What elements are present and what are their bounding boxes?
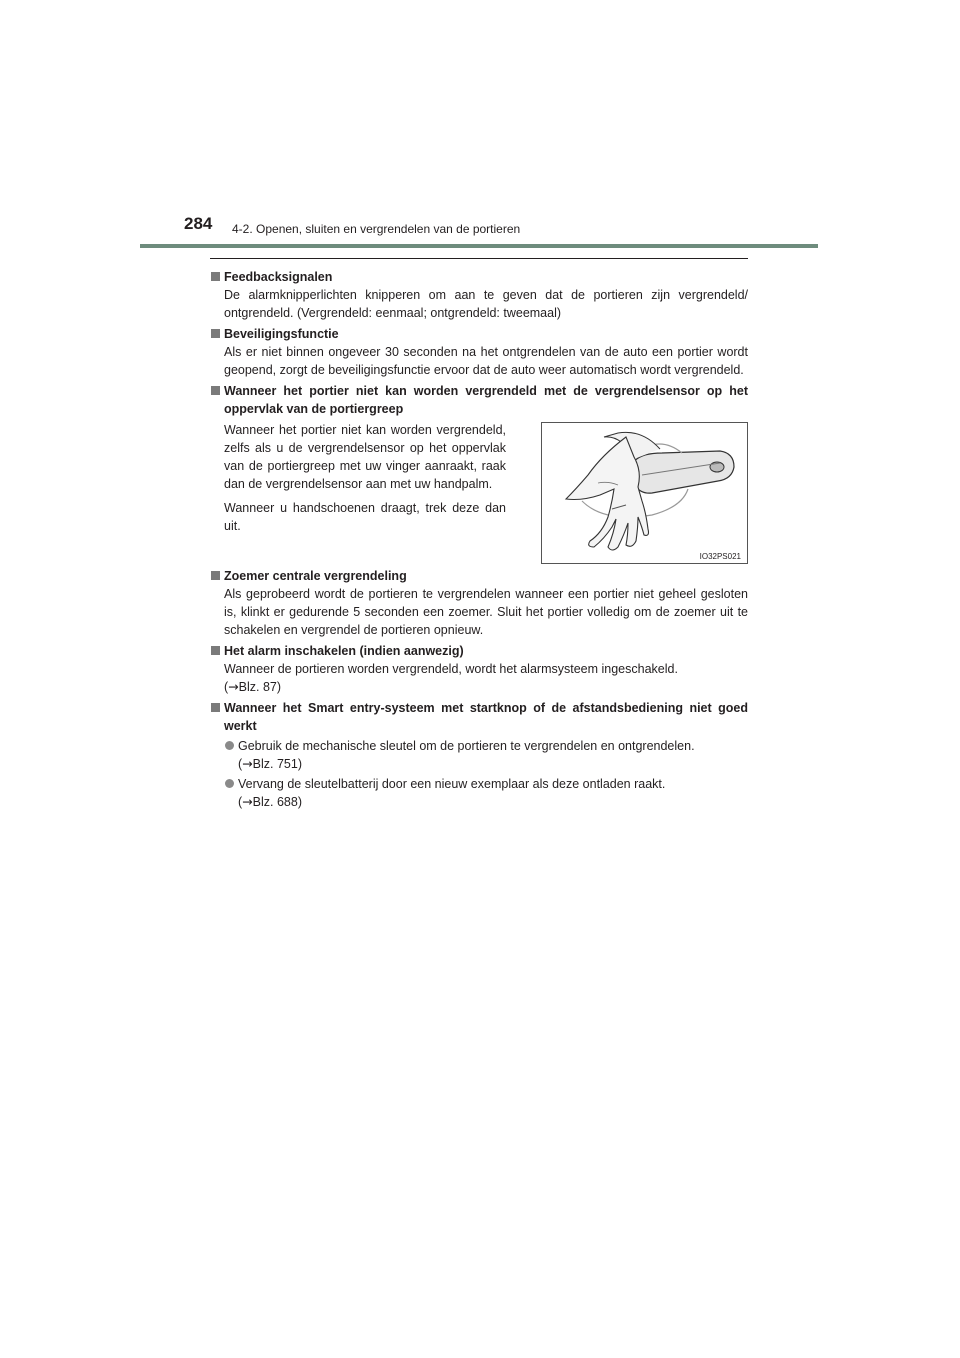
square-bullet-icon (211, 571, 220, 580)
float-text (224, 418, 506, 564)
section-heading: Wanneer het portier niet kan worden vergrendeld met de vergrendelsensor op het oppervlak van de portiergreep (210, 382, 748, 418)
page-reference[interactable]: Blz. 751 (252, 757, 298, 771)
square-bullet-icon (211, 386, 220, 395)
arrow-icon: → (242, 756, 253, 771)
chapter-title: 4-2. Openen, sluiten en vergrendelen van de portieren (232, 222, 521, 236)
section-alarm (210, 642, 748, 696)
paragraph: Wanneer het portier niet kan worden vergrendeld, zelfs als u de vergrendelsensor op het oppervlak van de portiergreep met uw vinger aanraakt, raak dan de vergrendelsensor aan met uw handpalm. (224, 423, 506, 491)
list-item: Vervang de sleutelbatterij door een nieuw exemplaar als deze ontladen raakt. (→Blz. 688) (224, 775, 748, 811)
paragraph: Wanneer u handschoenen draagt, trek deze dan uit. (224, 501, 506, 533)
arrow-icon: → (228, 679, 239, 694)
section-body: De alarmknipperlichten knipperen om aan te geven dat de portieren zijn vergrendeld/ ontgrendeld. (Vergrendeld: eenmaal; ontgrendeld: tweemaal) (224, 288, 748, 320)
circle-bullet-icon (225, 779, 234, 788)
section-lock-sensor (210, 382, 748, 564)
figure-caption: IO32PS021 (699, 552, 741, 561)
header-rule (140, 244, 818, 248)
circle-bullet-icon (225, 741, 234, 750)
page-number: 284 (184, 214, 213, 233)
section-heading: Feedbacksignalen (210, 268, 748, 286)
arrow-icon: → (242, 794, 253, 809)
square-bullet-icon (211, 272, 220, 281)
hand-on-door-handle-figure (541, 422, 748, 564)
section-heading: Wanneer het Smart entry-systeem met startknop of de afstandsbediening niet goed werkt (210, 699, 748, 735)
list-item: Gebruik de mechanische sleutel om de portieren te vergrendelen en ontgrendelen. (→Blz. 751) (224, 737, 748, 773)
section-heading: Beveiligingsfunctie (210, 325, 748, 343)
section-feedback (210, 268, 748, 322)
section-heading: Zoemer centrale vergrendeling (210, 567, 748, 585)
section-buzzer (210, 567, 748, 639)
section-body: Wanneer de portieren worden vergrendeld, wordt het alarmsysteem ingeschakeld. (→Blz. 87) (224, 662, 678, 694)
square-bullet-icon (211, 646, 220, 655)
section-smart-entry (210, 699, 748, 811)
section-body: Als geprobeerd wordt de portieren te vergrendelen wanneer een portier niet geheel gesloten is, klinkt er gedurende 5 seconden een zoemer. Sluit het portier volledig om de zoemer uit te schakelen en vergrendel de portieren opnieuw. (224, 587, 748, 637)
hand-illustration (542, 423, 747, 563)
section-security (210, 325, 748, 379)
bullet-list (224, 737, 748, 811)
page-reference[interactable]: Blz. 688 (252, 795, 298, 809)
section-body: Als er niet binnen ongeveer 30 seconden na het ontgrendelen van de auto een portier wordt geopend, zorgt de beveiligingsfunctie ervoor dat de auto weer automatisch wordt vergrendeld. (224, 345, 748, 377)
text-figure-row (224, 418, 748, 564)
section-heading: Het alarm inschakelen (indien aanwezig) (210, 642, 748, 660)
square-bullet-icon (211, 329, 220, 338)
page-content (210, 258, 748, 814)
square-bullet-icon (211, 703, 220, 712)
page-reference[interactable]: Blz. 87 (238, 680, 277, 694)
